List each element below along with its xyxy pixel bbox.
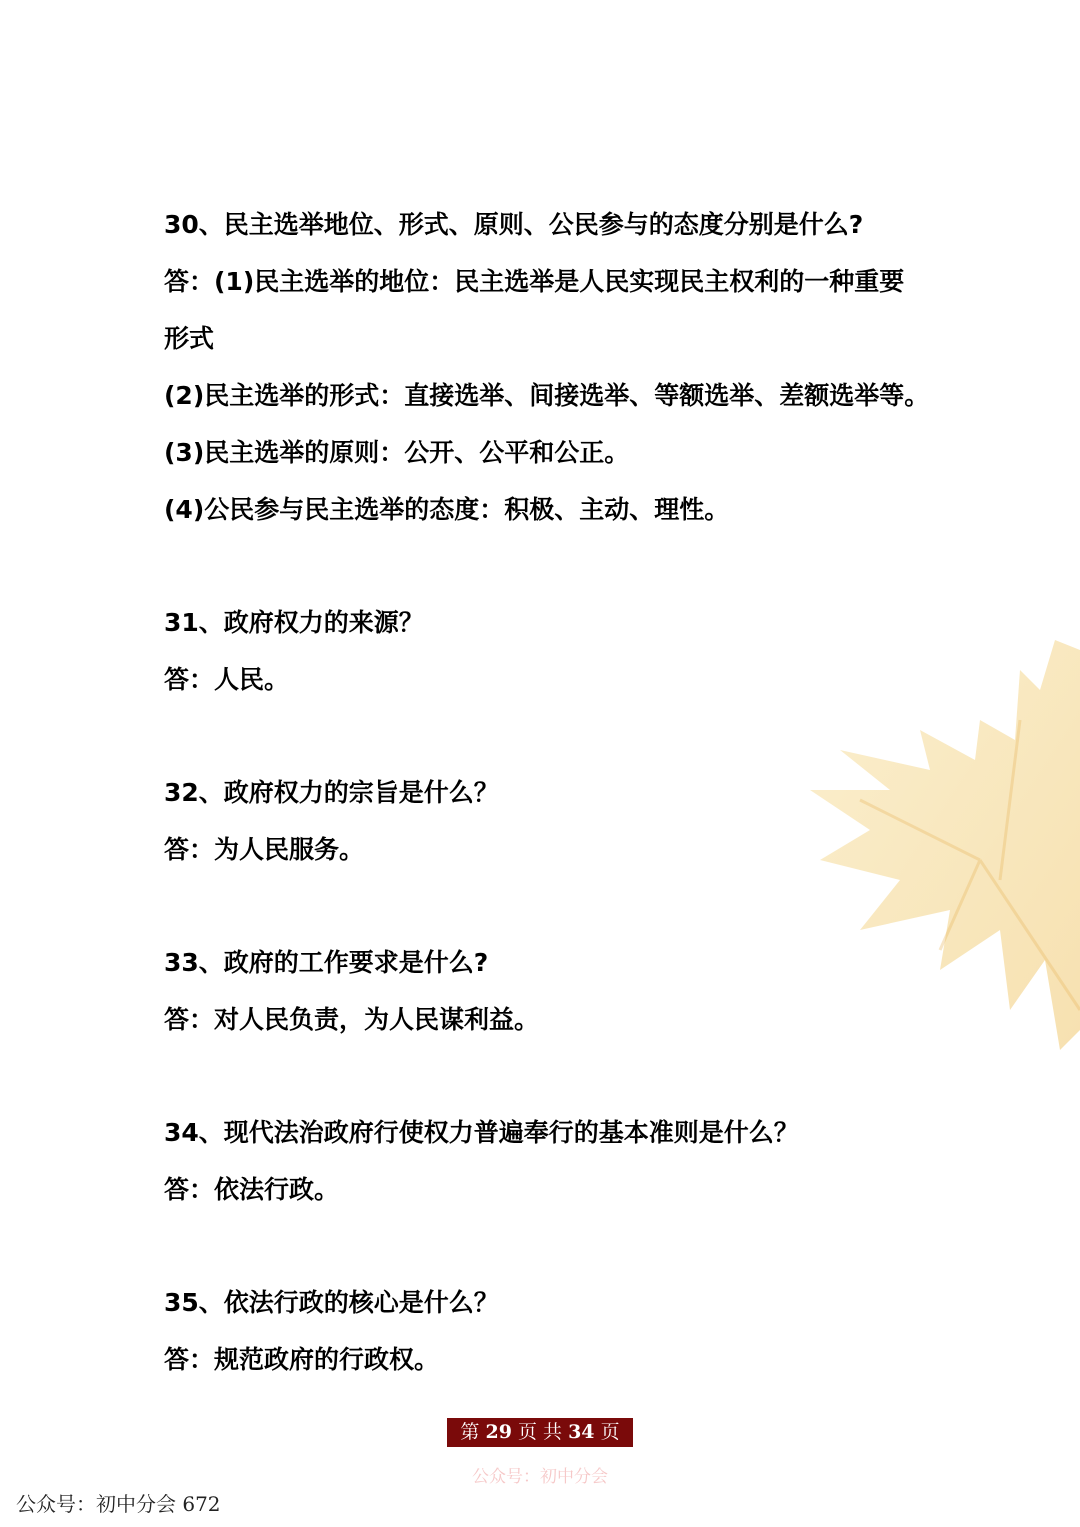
answer-30-part1-cont: 形式 [164, 324, 215, 353]
answer-31: 答：人民。 [164, 665, 290, 694]
page-suffix: 页 [600, 1421, 620, 1443]
page-total: 34 [568, 1421, 595, 1443]
answer-30-part2: (2)民主选举的形式：直接选举、间接选举、等额选举、差额选举等。 [164, 381, 930, 410]
question-32: 32、政府权力的宗旨是什么？ [164, 778, 499, 807]
watermark-left: 公众号：初中分会 672 [16, 1492, 221, 1516]
answer-30-part3: (3)民主选举的原则：公开、公平和公正。 [164, 438, 630, 467]
question-31: 31、政府权力的来源？ [164, 608, 424, 637]
question-30: 30、民主选举地位、形式、原则、公民参与的态度分别是什么? [164, 210, 864, 239]
answer-30-part1: 答：(1)民主选举的地位：民主选举是人民实现民主权利的一种重要 [164, 267, 905, 296]
answer-30-part4: (4)公民参与民主选举的态度：积极、主动、理性。 [164, 495, 730, 524]
page-number-badge [447, 1418, 633, 1447]
page-mid: 页 共 [517, 1421, 563, 1443]
question-35: 35、依法行政的核心是什么？ [164, 1288, 499, 1317]
question-33: 33、政府的工作要求是什么? [164, 948, 489, 977]
answer-33: 答：对人民负责，为人民谋利益。 [164, 1005, 540, 1034]
answer-34: 答：依法行政。 [164, 1175, 340, 1204]
answer-35: 答：规范政府的行政权。 [164, 1345, 440, 1374]
watermark-center: 公众号：初中分会 [472, 1467, 608, 1487]
page-prefix: 第 [460, 1421, 480, 1443]
page-current: 29 [485, 1421, 512, 1443]
qa-content [164, 196, 964, 1388]
question-34: 34、现代法治政府行使权力普遍奉行的基本准则是什么？ [164, 1118, 799, 1147]
answer-32: 答：为人民服务。 [164, 835, 365, 864]
